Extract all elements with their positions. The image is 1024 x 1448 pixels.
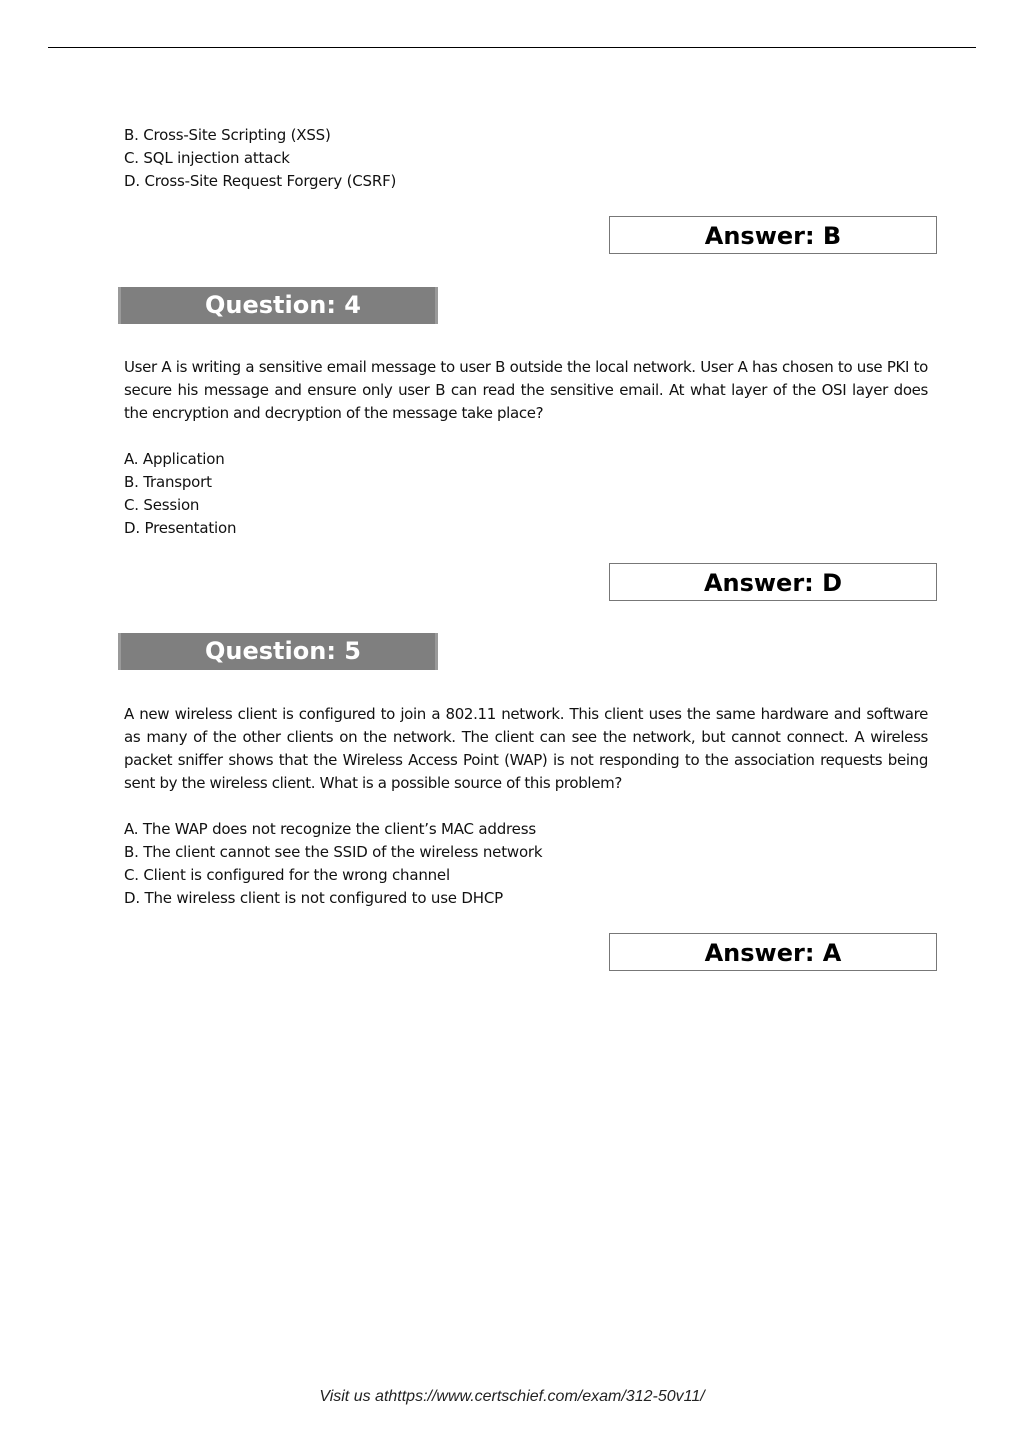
option-a: A. The WAP does not recognize the client’s MAC address	[124, 820, 536, 838]
option-c: C. Client is configured for the wrong channel	[124, 866, 450, 884]
option-d: D. Presentation	[124, 519, 237, 537]
answer-box-prev: Answer: B	[609, 216, 937, 254]
prev-question-options	[124, 124, 396, 193]
option-c: C. Session	[124, 496, 200, 514]
option-b: B. Cross-Site Scripting (XSS)	[124, 126, 331, 144]
question-4-options	[124, 448, 236, 540]
answer-box-q4: Answer: D	[609, 563, 937, 601]
question-4-text: User A is writing a sensitive email message to user B outside the local network. User A has chosen to use PKI to secure his message and ensure only user B can read the sensitive email. At what layer of the OSI layer does the encryption and decryption of the message take place?	[124, 358, 928, 422]
question-4-header: Question: 4	[118, 287, 438, 324]
question-5-options	[124, 818, 542, 910]
option-c: C. SQL injection attack	[124, 149, 290, 167]
footer-link[interactable]: Visit us athttps://www.certschief.com/exam/312-50v11/	[319, 1388, 705, 1405]
header-rule	[48, 47, 976, 48]
question-5-header: Question: 5	[118, 633, 438, 670]
question-5-text: A new wireless client is configured to join a 802.11 network. This client uses the same hardware and software as many of the other clients on the network. The client can see the network, but cannot connect. A wireless packet sniffer shows that the Wireless Access Point (WAP) is not responding to the association requests being sent by the wireless client. What is a possible source of this problem?	[124, 705, 928, 792]
option-d: D. The wireless client is not configured to use DHCP	[124, 889, 503, 907]
option-d: D. Cross-Site Request Forgery (CSRF)	[124, 172, 397, 190]
answer-box-q5: Answer: A	[609, 933, 937, 971]
option-b: B. The client cannot see the SSID of the wireless network	[124, 843, 543, 861]
option-a: A. Application	[124, 450, 225, 468]
option-b: B. Transport	[124, 473, 212, 491]
